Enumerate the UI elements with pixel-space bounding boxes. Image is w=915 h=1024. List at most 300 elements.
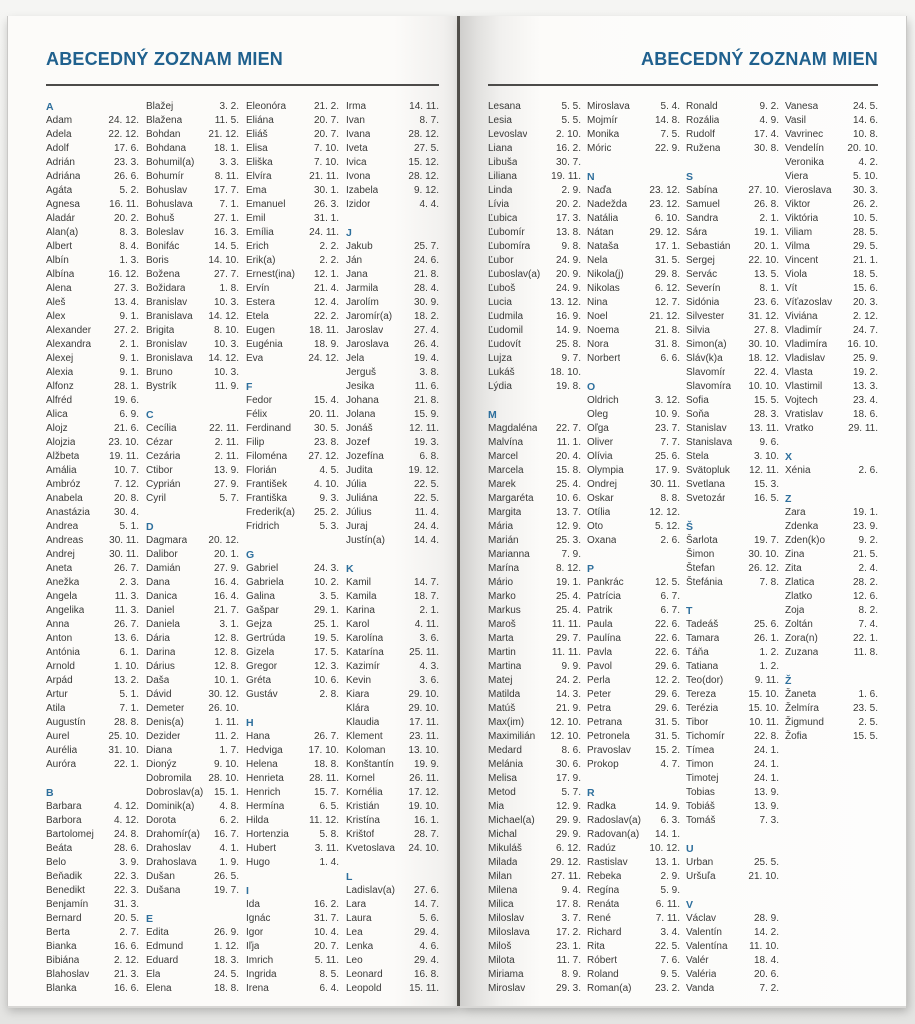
name-day-row <box>346 814 439 828</box>
section-letter: D <box>146 521 154 533</box>
name-day-row <box>346 786 439 800</box>
name-label: Zoltán <box>785 619 813 630</box>
name-day-row <box>246 772 339 786</box>
spacer-row <box>346 856 439 870</box>
date-label: 22. 5. <box>413 479 439 490</box>
name-day-row <box>785 646 878 660</box>
date-label: 27. 2. <box>113 325 139 336</box>
name-label: Naďa <box>587 185 612 196</box>
name-day-row <box>346 954 439 968</box>
date-label: 13. 3. <box>852 381 878 392</box>
name-label: Nela <box>587 255 608 266</box>
name-label: Dušana <box>146 885 181 896</box>
name-day-row <box>785 730 878 744</box>
name-day-row <box>246 212 339 226</box>
name-label: Matilda <box>488 689 521 700</box>
spacer-row <box>146 898 239 912</box>
date-label: 9. 1. <box>119 311 139 322</box>
name-day-row <box>346 506 439 520</box>
section-letter: M <box>488 409 497 421</box>
name-label: Matúš <box>488 703 516 714</box>
name-label: Jaroslava <box>346 339 389 350</box>
name-label: Kornélia <box>346 787 383 798</box>
date-label: 31. 10. <box>108 745 139 756</box>
name-day-row <box>346 590 439 604</box>
name-label: Miriama <box>488 969 524 980</box>
date-label: 16. 3. <box>213 227 239 238</box>
date-label: 12. 4. <box>313 297 339 308</box>
name-label: Matej <box>488 675 513 686</box>
name-label: Vlasta <box>785 367 813 378</box>
section-letter: R <box>587 787 595 799</box>
name-day-row <box>146 954 239 968</box>
date-label: 30. 4. <box>113 507 139 518</box>
spacer-row <box>686 828 779 842</box>
date-label: 24. 2. <box>555 675 581 686</box>
name-day-row <box>587 282 680 296</box>
name-label: Antónia <box>46 647 80 658</box>
date-label: 15. 12. <box>408 157 439 168</box>
date-label: 16. 6. <box>113 941 139 952</box>
name-label: Metod <box>488 787 516 798</box>
name-day-row <box>246 394 339 408</box>
name-label: Cezária <box>146 451 181 462</box>
name-column-5 <box>488 100 581 996</box>
name-day-row <box>488 226 581 240</box>
name-label: Prokop <box>587 759 619 770</box>
name-day-row <box>246 128 339 142</box>
name-label: Samuel <box>686 199 720 210</box>
date-label: 23. 6. <box>753 297 779 308</box>
name-day-row <box>488 324 581 338</box>
name-label: Nina <box>587 297 608 308</box>
name-label: Beáta <box>46 843 73 854</box>
name-day-row <box>246 856 339 870</box>
name-label: Hubert <box>246 843 277 854</box>
date-label: 21. 12. <box>649 311 680 322</box>
name-day-row <box>146 254 239 268</box>
date-label: 2. 3. <box>119 577 139 588</box>
name-label: Markus <box>488 605 521 616</box>
name-label: Cecília <box>146 423 177 434</box>
name-label: Alexander <box>46 325 92 336</box>
spacer-row <box>246 870 339 884</box>
date-label: 30. 12. <box>208 689 239 700</box>
name-label: Vasil <box>785 115 806 126</box>
name-day-row <box>488 870 581 884</box>
name-day-row <box>46 324 139 338</box>
name-day-row <box>46 926 139 940</box>
name-label: Jela <box>346 353 365 364</box>
name-label: Tobiáš <box>686 801 715 812</box>
date-label: 19. 11. <box>109 451 139 462</box>
name-label: Alena <box>46 283 72 294</box>
date-label: 18. 8. <box>313 759 339 770</box>
name-label: Jakub <box>346 241 373 252</box>
name-day-row <box>146 548 239 562</box>
name-label: Gregor <box>246 661 278 672</box>
date-label: 16. 7. <box>213 829 239 840</box>
date-label: 9. 6. <box>759 437 779 448</box>
name-label: Kamil <box>346 577 372 588</box>
name-day-row <box>785 170 878 184</box>
date-label: 25. 1. <box>313 619 339 630</box>
date-label: 4. 12. <box>113 801 139 812</box>
name-day-row <box>146 604 239 618</box>
name-label: Svetlana <box>686 479 725 490</box>
name-day-row <box>587 436 680 450</box>
date-label: 3. 11. <box>314 843 339 854</box>
name-day-row <box>346 940 439 954</box>
name-label: Demeter <box>146 703 185 714</box>
date-label: 15. 1. <box>213 787 239 798</box>
name-day-row <box>46 450 139 464</box>
name-label: Bonifác <box>146 241 180 252</box>
name-day-row <box>488 492 581 506</box>
date-label: 11. 4. <box>414 507 439 518</box>
date-label: 14. 11. <box>409 101 439 112</box>
date-label: 30. 3. <box>852 185 878 196</box>
name-label: Ema <box>246 185 267 196</box>
date-label: 4. 5. <box>319 465 339 476</box>
page-title: ABECEDNÝ ZOZNAM MIEN <box>641 49 878 69</box>
name-day-row <box>686 492 779 506</box>
date-label: 13. 9. <box>753 801 779 812</box>
name-label: Radoslav(a) <box>587 815 641 826</box>
name-day-row <box>686 128 779 142</box>
name-day-row <box>686 744 779 758</box>
name-day-row <box>346 968 439 982</box>
date-label: 5. 5. <box>561 101 581 112</box>
name-day-row <box>686 254 779 268</box>
name-day-row <box>587 324 680 338</box>
name-day-row <box>587 450 680 464</box>
date-label: 2. 11. <box>214 451 239 462</box>
date-label: 2. 1. <box>419 605 439 616</box>
date-label: 21. 8. <box>654 325 680 336</box>
name-day-row <box>488 912 581 926</box>
date-label: 2. 8. <box>319 689 339 700</box>
name-day-row <box>488 282 581 296</box>
name-day-row <box>686 394 779 408</box>
name-day-row <box>587 926 680 940</box>
date-label: 22. 6. <box>654 633 680 644</box>
date-label: 29. 12. <box>550 857 581 868</box>
date-label: 30. 11. <box>109 535 139 546</box>
date-label: 13. 1. <box>654 857 680 868</box>
name-day-row <box>246 562 339 576</box>
name-label: Marko <box>488 591 516 602</box>
name-label: Gašpar <box>246 605 279 616</box>
name-label: Silvia <box>686 325 710 336</box>
date-label: 8. 6. <box>561 745 581 756</box>
name-day-row <box>146 492 239 506</box>
name-day-row <box>587 114 680 128</box>
name-day-row <box>246 744 339 758</box>
name-label: Juliána <box>346 493 378 504</box>
date-label: 7. 2. <box>759 983 779 994</box>
name-day-row <box>488 884 581 898</box>
name-day-row <box>346 184 439 198</box>
date-label: 5. 8. <box>319 829 339 840</box>
name-label: Klára <box>346 703 370 714</box>
date-label: 12. 3. <box>313 661 339 672</box>
name-day-row <box>488 352 581 366</box>
date-label: 12. 8. <box>213 633 239 644</box>
name-column-3 <box>246 100 339 996</box>
name-label: Ondrej <box>587 479 618 490</box>
name-label: Radka <box>587 801 616 812</box>
name-label: Paula <box>587 619 613 630</box>
date-label: 11. 3. <box>114 591 139 602</box>
name-day-row <box>146 814 239 828</box>
spacer-row <box>246 534 339 548</box>
date-label: 2. 9. <box>561 185 581 196</box>
name-label: Zora(n) <box>785 633 818 644</box>
name-day-row <box>346 380 439 394</box>
name-day-row <box>686 618 779 632</box>
name-day-row <box>686 310 779 324</box>
name-label: Ctibor <box>146 465 173 476</box>
date-label: 3. 6. <box>419 675 439 686</box>
date-label: 9. 9. <box>561 661 581 672</box>
name-day-row <box>346 338 439 352</box>
name-label: Lesana <box>488 101 521 112</box>
date-label: 8. 5. <box>319 969 339 980</box>
name-day-row <box>246 576 339 590</box>
name-label: Ľudovít <box>488 339 521 350</box>
section-letter: N <box>587 171 595 183</box>
date-label: 3. 2. <box>219 101 239 112</box>
date-label: 25. 4. <box>555 591 581 602</box>
date-label: 11. 2. <box>214 731 239 742</box>
name-day-row <box>488 338 581 352</box>
name-day-row <box>246 982 339 996</box>
date-label: 5. 4. <box>660 101 680 112</box>
date-label: 1. 6. <box>858 689 878 700</box>
name-day-row <box>488 646 581 660</box>
name-label: Daniel <box>146 605 175 616</box>
name-label: Atila <box>46 703 66 714</box>
name-label: Irma <box>346 101 366 112</box>
name-label: Levoslav <box>488 129 528 140</box>
name-day-row <box>246 912 339 926</box>
date-label: 2. 10. <box>555 129 581 140</box>
name-day-row <box>146 730 239 744</box>
name-label: Drahoslav <box>146 843 192 854</box>
name-label: Václav <box>686 913 717 924</box>
name-day-row <box>686 478 779 492</box>
name-label: Alan(a) <box>46 227 79 238</box>
name-label: Jaroslav <box>346 325 384 336</box>
name-day-row <box>488 772 581 786</box>
name-day-row <box>686 772 779 786</box>
name-day-row <box>587 240 680 254</box>
date-label: 26. 4. <box>413 339 439 350</box>
name-label: Jerguš <box>346 367 377 378</box>
name-label: Irena <box>246 983 269 994</box>
date-label: 5. 7. <box>219 493 239 504</box>
date-label: 10. 3. <box>213 367 239 378</box>
date-label: 27. 5. <box>413 143 439 154</box>
name-day-row <box>686 324 779 338</box>
date-label: 22. 10. <box>748 255 779 266</box>
name-label: Milena <box>488 885 518 896</box>
name-label: Severín <box>686 283 721 294</box>
name-day-row <box>488 506 581 520</box>
name-day-row <box>488 296 581 310</box>
right-page-content <box>460 16 906 996</box>
name-day-row <box>785 366 878 380</box>
name-label: Vladimíra <box>785 339 828 350</box>
name-day-row <box>246 758 339 772</box>
date-label: 1. 8. <box>219 283 239 294</box>
date-label: 30. 9. <box>413 297 439 308</box>
name-label: Boris <box>146 255 169 266</box>
date-label: 30. 1. <box>313 185 339 196</box>
spacer-row <box>785 660 878 674</box>
date-label: 20. 1. <box>753 241 779 252</box>
date-label: 16. 9. <box>555 311 581 322</box>
date-label: 24. 11. <box>309 227 339 238</box>
name-day-row <box>587 912 680 926</box>
name-label: Johana <box>346 395 379 406</box>
date-label: 6. 12. <box>654 283 680 294</box>
date-label: 27. 10. <box>748 185 779 196</box>
name-day-row <box>46 240 139 254</box>
name-label: Natália <box>587 213 619 224</box>
section-letter: T <box>686 605 693 617</box>
date-label: 27. 8. <box>753 325 779 336</box>
name-label: Olympia <box>587 465 624 476</box>
name-label: Nikolas <box>587 283 620 294</box>
date-label: 4. 6. <box>419 941 439 952</box>
date-label: 22. 5. <box>654 941 680 952</box>
date-label: 29. 5. <box>852 241 878 252</box>
date-label: 7. 7. <box>660 437 680 448</box>
spacer-row <box>587 772 680 786</box>
date-label: 10. 8. <box>852 129 878 140</box>
name-label: Albert <box>46 241 73 252</box>
date-label: 18. 5. <box>852 269 878 280</box>
name-label: Tereza <box>686 689 717 700</box>
name-label: Anastázia <box>46 507 90 518</box>
name-day-row <box>146 268 239 282</box>
date-label: 20. 6. <box>753 969 779 980</box>
date-label: 21. 4. <box>313 283 339 294</box>
date-label: 21. 6. <box>113 423 139 434</box>
date-label: 29. 6. <box>654 689 680 700</box>
name-label: Vanda <box>686 983 715 994</box>
name-label: Barbara <box>46 801 82 812</box>
name-day-row <box>46 618 139 632</box>
name-label: Miloslava <box>488 927 530 938</box>
name-label: Pavla <box>587 647 613 658</box>
name-label: Štefánia <box>686 577 723 588</box>
name-label: Štefan <box>686 563 715 574</box>
name-day-row <box>246 968 339 982</box>
name-label: Henrich <box>246 787 281 798</box>
name-day-row <box>488 170 581 184</box>
name-label: Zlatko <box>785 591 813 602</box>
name-label: Xénia <box>785 465 811 476</box>
name-day-row <box>488 814 581 828</box>
name-label: Bartolomej <box>46 829 94 840</box>
section-letter: C <box>146 409 154 421</box>
name-label: Branislav <box>146 297 188 308</box>
name-label: Vanesa <box>785 101 819 112</box>
name-day-row <box>587 856 680 870</box>
name-day-row <box>246 828 339 842</box>
name-label: Monika <box>587 129 620 140</box>
date-label: 18. 7. <box>413 591 439 602</box>
name-label: Šimon <box>686 549 715 560</box>
name-day-row <box>346 128 439 142</box>
name-day-row <box>346 310 439 324</box>
name-day-row <box>488 660 581 674</box>
name-label: Jesika <box>346 381 375 392</box>
date-label: 16. 1. <box>413 815 439 826</box>
name-label: Vilma <box>785 241 810 252</box>
name-day-row <box>246 436 339 450</box>
name-label: Tomáš <box>686 815 716 826</box>
date-label: 22. 2. <box>313 311 339 322</box>
date-label: 9. 12. <box>413 185 439 196</box>
name-label: Maximilián <box>488 731 536 742</box>
name-day-row <box>46 576 139 590</box>
date-label: 16. 5. <box>753 493 779 504</box>
name-label: Uršuľa <box>686 871 716 882</box>
date-label: 26. 7. <box>113 619 139 630</box>
name-label: Eliána <box>246 115 274 126</box>
name-day-row <box>587 968 680 982</box>
name-label: Zara <box>785 507 806 518</box>
name-day-row <box>488 310 581 324</box>
name-label: Hana <box>246 731 270 742</box>
name-label: Stanislava <box>686 437 733 448</box>
name-label: Estera <box>246 297 275 308</box>
name-day-row <box>246 338 339 352</box>
name-label: Alojzia <box>46 437 76 448</box>
name-day-row <box>686 856 779 870</box>
name-label: Dobroslav(a) <box>146 787 204 798</box>
date-label: 11. 11. <box>551 647 581 658</box>
date-label: 9. 5. <box>660 969 680 980</box>
date-label: 8. 10. <box>213 325 239 336</box>
name-column-4 <box>346 100 439 996</box>
date-label: 17. 10. <box>308 745 339 756</box>
date-label: 16. 10. <box>847 339 878 350</box>
name-label: Marína <box>488 563 520 574</box>
spacer-row <box>785 436 878 450</box>
name-label: Arnold <box>46 661 75 672</box>
name-day-row <box>46 338 139 352</box>
date-label: 16. 6. <box>113 983 139 994</box>
name-label: Zina <box>785 549 805 560</box>
name-day-row <box>686 730 779 744</box>
name-day-row <box>587 520 680 534</box>
name-label: Viliam <box>785 227 813 238</box>
name-label: Vratko <box>785 423 814 434</box>
name-label: Brigita <box>146 325 175 336</box>
date-label: 12. 12. <box>649 507 680 518</box>
date-label: 18. 4. <box>753 955 779 966</box>
name-day-row <box>686 268 779 282</box>
date-label: 2. 1. <box>759 213 779 224</box>
date-label: 19. 1. <box>555 577 581 588</box>
name-day-row <box>246 842 339 856</box>
name-day-row <box>686 660 779 674</box>
